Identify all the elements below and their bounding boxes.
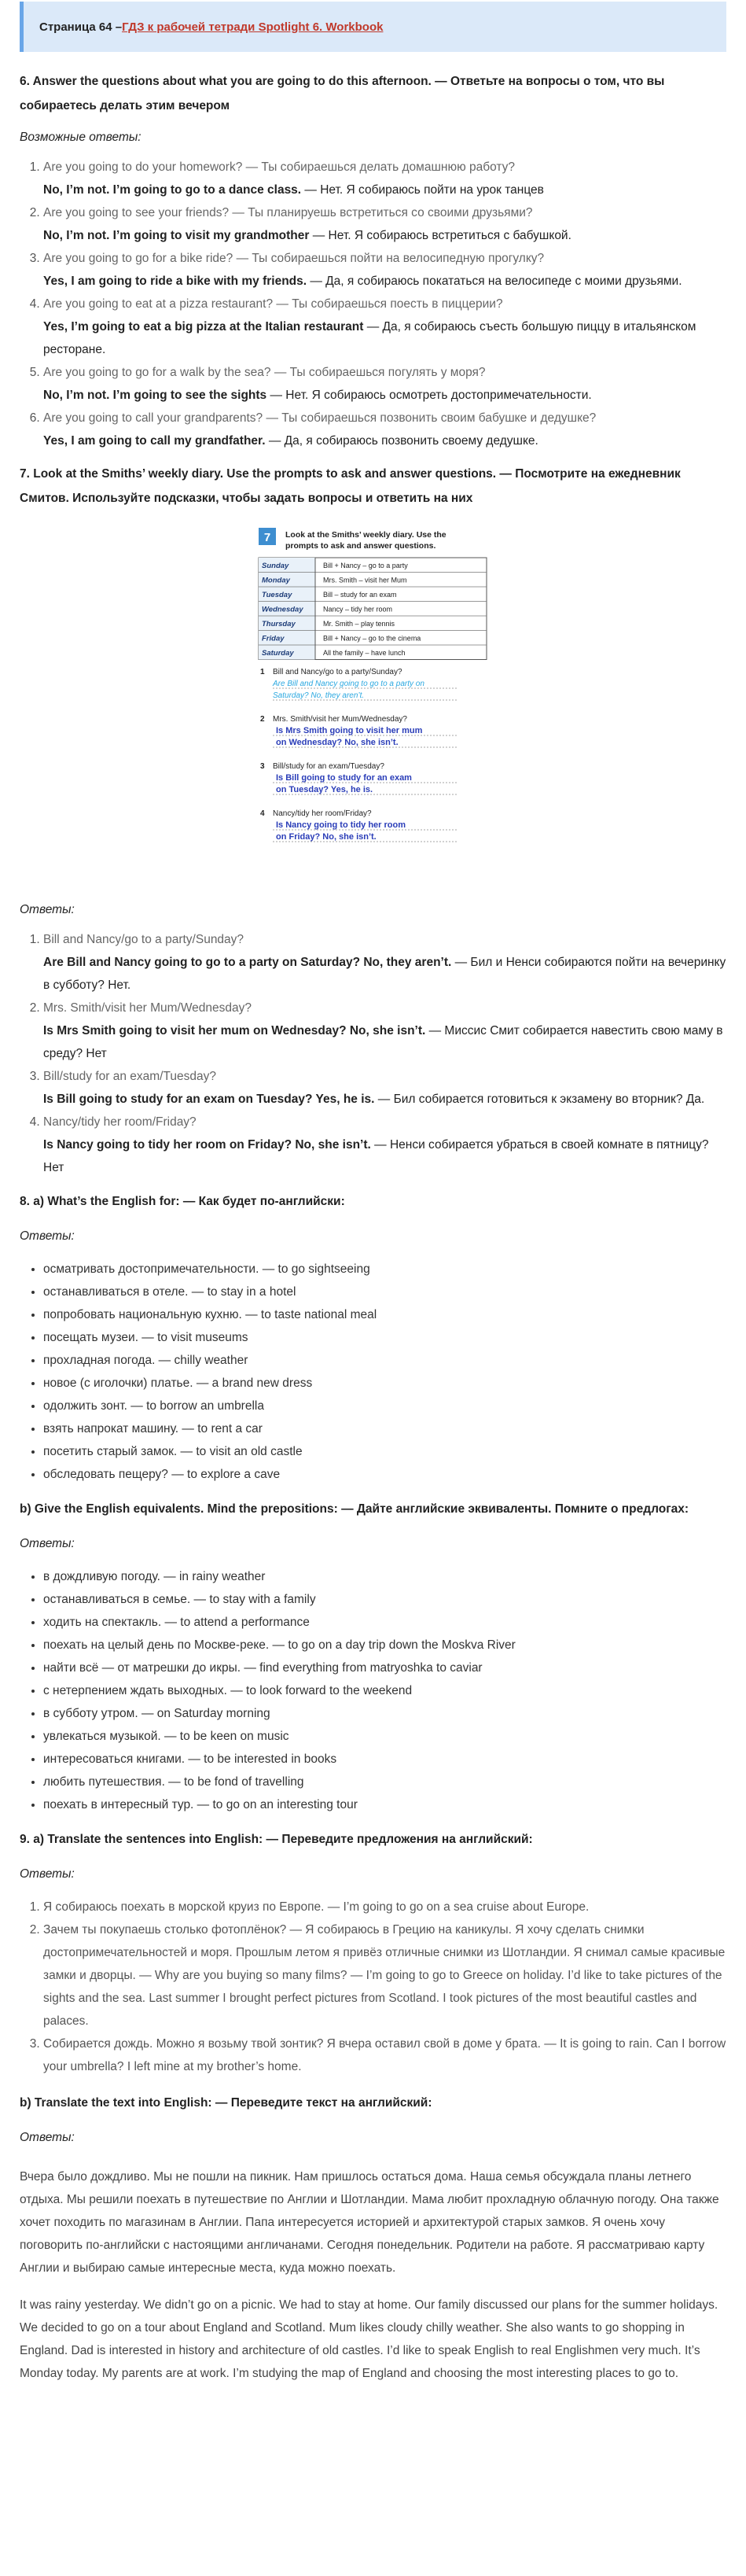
page xyxy=(20,0,726,2385)
exercise-answer-line-2: on Friday? No, she isn’t. xyxy=(276,832,377,842)
section-6-title: 6. Answer the questions about what you are going to do this afternoon. — Ответьте на вопросы о том, что вы собираетесь делать этим вечером xyxy=(20,75,665,112)
answer-translation: — Да, я собираюсь покататься на велосипеде с моими друзьями. xyxy=(307,275,682,288)
diary-figure xyxy=(255,525,491,881)
answer-translation: — Да, я собираюсь позвонить своему дедушке. xyxy=(265,434,538,448)
list-item: • любить путешествия. — to be fond of travelling xyxy=(43,1771,726,1793)
list-item: • в дождливую погоду. — in rainy weather xyxy=(43,1565,726,1588)
list-item: • в субботу утром. — on Saturday morning xyxy=(43,1702,726,1725)
exercise-number: 7 xyxy=(263,531,271,544)
answer-english: Yes, I’m going to eat a big pizza at the Italian restaurant xyxy=(43,320,364,334)
exercise-answer-line-1: Are Bill and Nancy going to go to a party on xyxy=(273,680,424,688)
section-8a-list xyxy=(20,1258,726,1486)
section-9b-title: b) Translate the text into English: — Переведите текст на английский: xyxy=(20,2096,432,2110)
answer-translation: — Миссис Смит собирается навестить свою маму в среду? Нет xyxy=(43,1024,723,1060)
answer-english: Are Bill and Nancy going to go to a party on Saturday? No, they aren’t. xyxy=(43,956,452,969)
list-item: • интересоваться книгами. — to be interested in books xyxy=(43,1748,726,1771)
section-9b-caption: Ответы: xyxy=(20,2131,75,2144)
diary-day: Friday xyxy=(262,634,285,643)
section-7-list xyxy=(20,928,726,1179)
question-text: Bill/study for an exam/Tuesday? xyxy=(43,1070,216,1083)
section-8a-title: 8. а) What’s the English for: — Как будет по-английски: xyxy=(20,1195,345,1208)
list-item: • останавливаться в отеле. — to stay in a hotel xyxy=(43,1281,726,1303)
answer-line xyxy=(43,1093,704,1106)
answer-line xyxy=(43,434,538,448)
diary-entry: Mrs. Smith – visit her Mum xyxy=(323,576,407,584)
answer-line xyxy=(43,1024,723,1060)
exercise-number: 4 xyxy=(260,809,265,818)
section-7-caption: Ответы: xyxy=(20,903,75,916)
answer-english: Is Bill going to study for an exam on Tuesday? Yes, he is. xyxy=(43,1093,375,1106)
question-text: Are you going to see your friends? — Ты планируешь встретиться со своими друзьями? xyxy=(43,206,533,219)
diary-day: Sunday xyxy=(262,562,289,570)
list-item: 1. Я собираюсь поехать в морской круиз по Европе. — I’m going to go on a sea cruise about Europe. xyxy=(43,1896,726,1918)
list-item xyxy=(43,1065,726,1111)
list-item: • останавливаться в семье. — to stay with a family xyxy=(43,1588,726,1611)
figure-instruction-line-2: prompts to ask and answer questions. xyxy=(285,541,436,551)
answer-translation: — Ненси собирается убраться в своей комнате в пятницу? Нет xyxy=(43,1138,709,1174)
list-item: • увлекаться музыкой. — to be keen on music xyxy=(43,1725,726,1748)
list-item: • прохладная погода. — chilly weather xyxy=(43,1349,726,1372)
section-9b-english-text: It was rainy yesterday. We didn’t go on a picnic. We had to stay at home. Our family discussed our plans for the summer holidays. We decided to go on a tour about England and Scotland. Mum likes cloudy chilly weather. She also wants to go shopping in England. Dad is interested in history and architecture of old castles. I’d like to speak English to real Englishmen very much. It’s Monday today. My parents are at work. I’m studying the map of England and choosing the most interesting places to go to. xyxy=(20,2298,718,2380)
answer-translation: — Бил и Ненси собираются пойти на вечеринку в субботу? Нет. xyxy=(43,956,726,992)
answer-english: No, I’m not. I’m going to go to a dance class. xyxy=(43,183,302,197)
exercise-answer-line-1: Is Bill going to study for an exam xyxy=(276,773,412,783)
list-item xyxy=(43,293,726,361)
answer-line xyxy=(43,229,571,242)
diary-figure-svg xyxy=(255,525,491,881)
section-7-title: 7. Look at the Smiths’ weekly diary. Use the prompts to ask and answer questions. — Посмотрите на ежедневник Смитов. Используйте подсказки, чтобы задать вопросы и ответить на них xyxy=(20,467,681,505)
section-8b-caption: Ответы: xyxy=(20,1537,75,1550)
list-item: • новое (с иголочки) платье. — a brand new dress xyxy=(43,1372,726,1395)
diary-day: Saturday xyxy=(262,649,294,658)
answer-line xyxy=(43,956,726,992)
list-item: • найти всё — от матрешки до икры. — find everything from matryoshka to caviar xyxy=(43,1657,726,1679)
list-item: • посещать музеи. — to visit museums xyxy=(43,1326,726,1349)
answer-translation: — Бил собирается готовиться к экзамену во вторник? Да. xyxy=(374,1093,705,1106)
list-item xyxy=(43,1111,726,1179)
answer-line xyxy=(43,320,696,356)
question-text: Nancy/tidy her room/Friday? xyxy=(43,1115,197,1129)
list-item: • осматривать достопримечательности. — to go sightseeing xyxy=(43,1258,726,1281)
exercise-number: 3 xyxy=(260,762,265,771)
question-text: Are you going to do your homework? — Ты собираешься делать домашнюю работу? xyxy=(43,160,516,174)
list-item: • попробовать национальную кухню. — to taste national meal xyxy=(43,1303,726,1326)
list-item xyxy=(43,201,726,247)
diary-entry: Bill + Nancy – go to the cinema xyxy=(323,634,421,643)
list-item: • одолжить зонт. — to borrow an umbrella xyxy=(43,1395,726,1417)
exercise-answer-line-1: Is Mrs Smith going to visit her mum xyxy=(276,726,423,735)
answer-line xyxy=(43,389,592,402)
answer-english: No, I’m not. I’m going to visit my grandmother xyxy=(43,229,310,242)
section-9a-title: 9. a) Translate the sentences into English: — Переведите предложения на английский: xyxy=(20,1833,533,1846)
section-9a-caption: Ответы: xyxy=(20,1867,75,1881)
answer-english: No, I’m not. I’m going to see the sights xyxy=(43,389,267,402)
answer-translation: — Да, я собираюсь съесть большую пиццу в итальянском ресторане. xyxy=(43,320,696,356)
list-item xyxy=(43,997,726,1065)
list-item: • посетить старый замок. — to visit an old castle xyxy=(43,1440,726,1463)
list-item: • взять напрокат машину. — to rent a car xyxy=(43,1417,726,1440)
list-item xyxy=(43,361,726,407)
list-item: • поехать на целый день по Москве-реке. — to go on a day trip down the Moskva River xyxy=(43,1634,726,1657)
answer-translation: — Нет. Я собираюсь встретиться с бабушкой. xyxy=(309,229,571,242)
diary-entry: Bill – study for an exam xyxy=(323,591,397,599)
diary-table xyxy=(259,558,487,660)
diary-day: Thursday xyxy=(262,620,296,628)
exercise-prompt: Mrs. Smith/visit her Mum/Wednesday? xyxy=(273,715,407,724)
answer-english: Is Nancy going to tidy her room on Friday? No, she isn’t. xyxy=(43,1138,371,1152)
question-text: Are you going to call your grandparents? — Ты собираешься позвонить своим бабушке и дедушке? xyxy=(43,411,597,425)
answer-line xyxy=(43,275,682,288)
list-item: • обследовать пещеру? — to explore a cave xyxy=(43,1463,726,1486)
exercise-number: 2 xyxy=(260,715,265,724)
header-prefix: Страница 64 – xyxy=(39,20,123,34)
figure-instruction-line-1: Look at the Smiths’ weekly diary. Use the xyxy=(285,530,446,540)
exercise-answer-line-2: on Tuesday? Yes, he is. xyxy=(276,785,373,794)
question-text: Bill and Nancy/go to a party/Sunday? xyxy=(43,933,244,946)
diary-day: Tuesday xyxy=(262,591,292,599)
answer-line xyxy=(43,183,544,197)
exercise-answer-line-2: on Wednesday? No, she isn’t. xyxy=(276,738,399,747)
exercise-prompt: Nancy/tidy her room/Friday? xyxy=(273,809,372,818)
section-6-caption: Возможные ответы: xyxy=(20,131,141,144)
section-6-list xyxy=(20,156,726,452)
page-header xyxy=(20,2,726,52)
list-item xyxy=(43,407,726,452)
section-9b-russian-text: Вчера было дождливо. Мы не пошли на пикник. Нам пришлось остаться дома. Наша семья обсуждала планы летнего отдыха. Мы решили поехать в путешествие по Англии и Шотландии. Мама любит прохладную облачную погоду. Она также хочет походить по магазинам в Англии. Папа интересуется историей и архитектурой старых замков. Я очень хочу поговорить по-английски с настоящими англичанами. Сегодня понедельник. Родители на работе. Я рассматриваю карту Англии и выбираю самые интересные места, куда можно поехать. xyxy=(20,2170,719,2275)
section-8a-caption: Ответы: xyxy=(20,1229,75,1243)
diary-entry: Bill + Nancy – go to a party xyxy=(323,562,408,569)
section-8b-title: b) Give the English equivalents. Mind the prepositions: — Дайте английские эквиваленты. Помните о предлогах: xyxy=(20,1502,689,1516)
answer-translation: — Нет. Я собираюсь пойти на урок танцев xyxy=(301,183,544,197)
exercise-prompt: Bill and Nancy/go to a party/Sunday? xyxy=(273,668,402,676)
section-8b-list xyxy=(20,1565,726,1816)
list-item: • ходить на спектакль. — to attend a performance xyxy=(43,1611,726,1634)
diary-day: Monday xyxy=(262,576,290,585)
diary-entry: Mr. Smith – play tennis xyxy=(323,620,395,628)
question-text: Are you going to go for a bike ride? — Ты собираешься пойти на велосипедную прогулку? xyxy=(43,252,545,265)
answer-english: Yes, I am going to call my grandfather. xyxy=(43,434,266,448)
answer-line xyxy=(43,1138,709,1174)
question-text: Are you going to go for a walk by the sea? — Ты собираешься погулять у моря? xyxy=(43,366,486,379)
list-item: 2. Зачем ты покупаешь столько фотоплёнок? — Я собираюсь в Грецию на каникулы. Я хочу сделать снимки достопримечательностей и моря. Прошлым летом я привёз отличные снимки из Шотландии. Я снимал самые красивые замки и дворцы. — Why are you buying so many films? — I’m going to go to Greece on holiday. I’d like to take pictures of the sights and the sea. Last summer I brought perfect pictures from Scotland. I took pictures of the most beautiful castles and palaces. xyxy=(43,1918,726,2032)
workbook-link[interactable]: ГДЗ к рабочей тетради Spotlight 6. Workbook xyxy=(122,20,384,34)
diary-entry: All the family – have lunch xyxy=(323,649,406,657)
list-item xyxy=(43,156,726,201)
exercise-number: 1 xyxy=(260,668,265,676)
exercise-prompt: Bill/study for an exam/Tuesday? xyxy=(273,762,384,771)
list-item: 3. Собирается дождь. Можно я возьму твой зонтик? Я вчера оставил свой в доме у брата. — It is going to rain. Can I borrow your umbrella? I left mine at my brother’s home. xyxy=(43,2032,726,2078)
question-text: Are you going to eat at a pizza restaurant? — Ты собираешься поесть в пиццерии? xyxy=(43,297,503,311)
list-item xyxy=(43,247,726,293)
exercise-answer-line-2: Saturday? No, they aren’t. xyxy=(273,691,365,700)
section-9a-list xyxy=(20,1896,726,2078)
exercise-answer-line-1: Is Nancy going to tidy her room xyxy=(276,820,406,830)
question-text: Mrs. Smith/visit her Mum/Wednesday? xyxy=(43,1001,252,1015)
answer-english: Is Mrs Smith going to visit her mum on Wednesday? No, she isn’t. xyxy=(43,1024,426,1037)
answer-english: Yes, I am going to ride a bike with my friends. xyxy=(43,275,307,288)
list-item: • поехать в интересный тур. — to go on an interesting tour xyxy=(43,1793,726,1816)
answer-translation: — Нет. Я собираюсь осмотреть достопримечательности. xyxy=(266,389,592,402)
diary-day: Wednesday xyxy=(262,605,303,614)
list-item xyxy=(43,928,726,997)
diary-entry: Nancy – tidy her room xyxy=(323,605,393,614)
list-item: • с нетерпением ждать выходных. — to look forward to the weekend xyxy=(43,1679,726,1702)
